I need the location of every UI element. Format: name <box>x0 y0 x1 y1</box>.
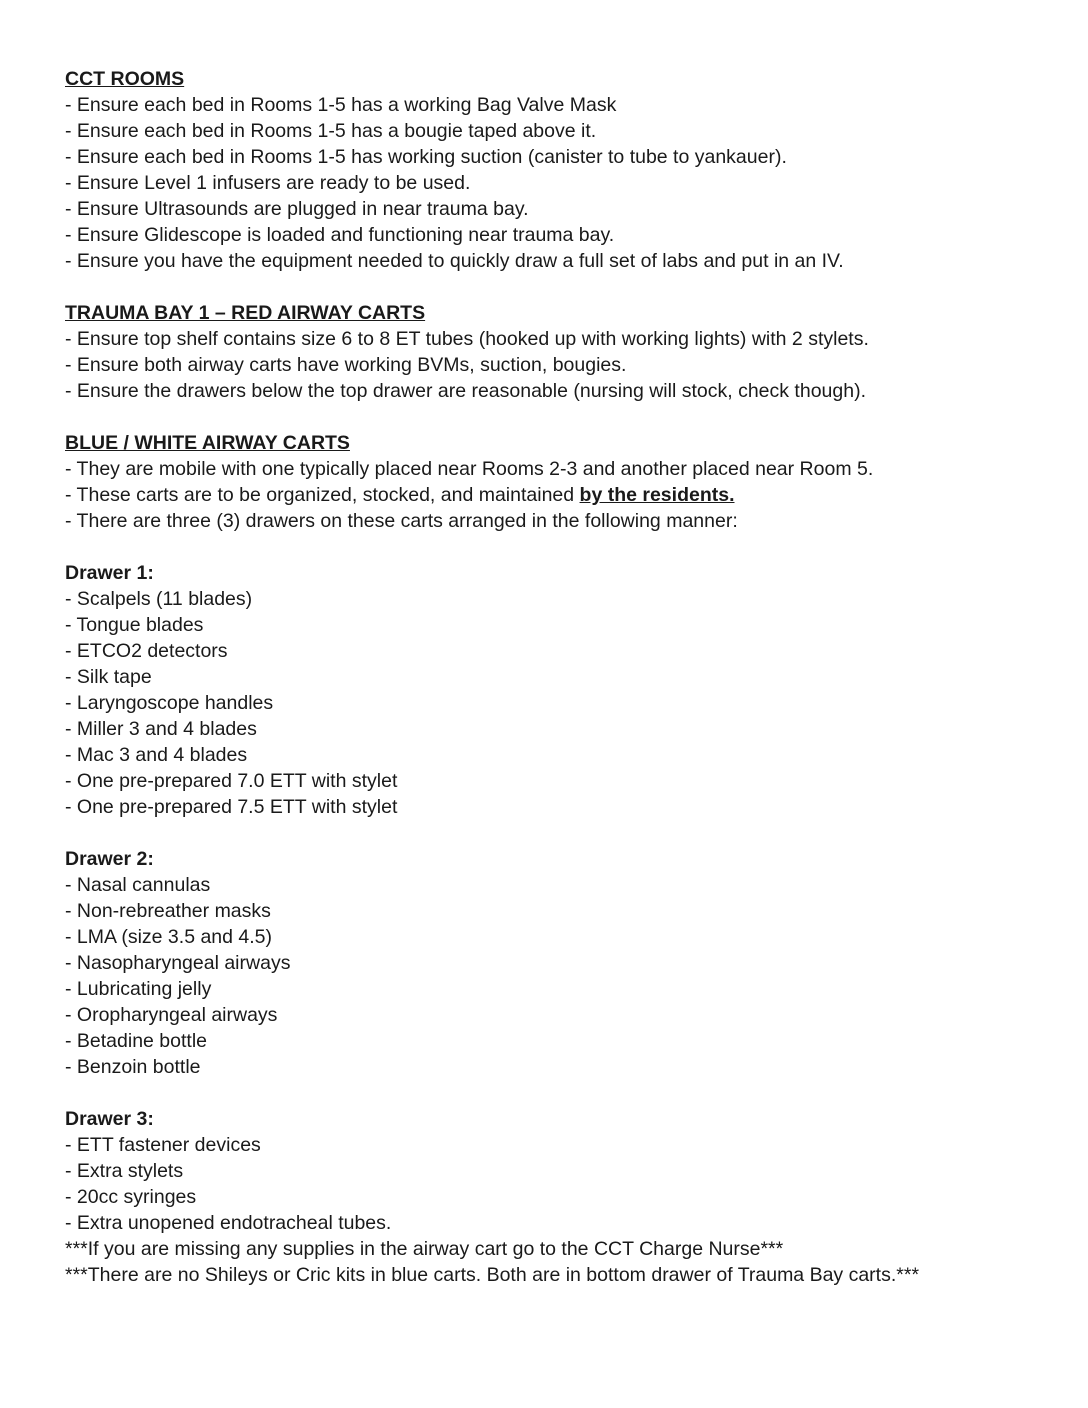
list-item: - Ensure top shelf contains size 6 to 8 ET tubes (hooked up with working lights) with 2 stylets. <box>65 328 869 350</box>
list-item <box>65 482 1065 508</box>
list-item: - Ensure both airway carts have working BVMs, suction, bougies. <box>65 354 627 376</box>
list-item: - Betadine bottle <box>65 1030 208 1052</box>
trauma-bay-list <box>65 326 1065 404</box>
cct-rooms-list <box>65 92 1065 274</box>
list-item: - Ensure you have the equipment needed to quickly draw a full set of labs and put in an IV. <box>65 250 844 272</box>
list-item-text: - These carts are to be organized, stocked, and maintained <box>65 484 580 506</box>
list-item: - LMA (size 3.5 and 4.5) <box>65 926 273 948</box>
spacer <box>65 820 1065 846</box>
list-item: - Lubricating jelly <box>65 978 212 1000</box>
list-item: - Laryngoscope handles <box>65 692 274 714</box>
residents-emphasis: by the residents. <box>579 484 735 506</box>
list-item: - Miller 3 and 4 blades <box>65 718 257 740</box>
list-item: - 20cc syringes <box>65 1186 197 1208</box>
list-item: - One pre-prepared 7.0 ETT with stylet <box>65 770 398 792</box>
list-item: - Ensure Glidescope is loaded and functioning near trauma bay. <box>65 224 615 246</box>
drawer-3-list <box>65 1132 1065 1236</box>
spacer <box>65 274 1065 300</box>
spacer <box>65 1080 1065 1106</box>
spacer <box>65 404 1065 430</box>
cric-kits-note: ***There are no Shileys or Cric kits in blue carts. Both are in bottom drawer of Trauma Bay carts.*** <box>65 1264 920 1286</box>
list-item: - Nasal cannulas <box>65 874 211 896</box>
list-item: - They are mobile with one typically placed near Rooms 2-3 and another placed near Room 5. <box>65 458 874 480</box>
list-item: - Non-rebreather masks <box>65 900 271 922</box>
list-item: - Benzoin bottle <box>65 1056 201 1078</box>
list-item: - Scalpels (11 blades) <box>65 588 253 610</box>
drawer-2-heading: Drawer 2: <box>65 848 154 870</box>
list-item: - Silk tape <box>65 666 152 688</box>
list-item: - Ensure Ultrasounds are plugged in near trauma bay. <box>65 198 529 220</box>
list-item: - Tongue blades <box>65 614 204 636</box>
list-item: - Extra stylets <box>65 1160 184 1182</box>
list-item: - Ensure each bed in Rooms 1-5 has a working Bag Valve Mask <box>65 94 617 116</box>
list-item: - Nasopharyngeal airways <box>65 952 291 974</box>
cct-rooms-heading: CCT ROOMS <box>65 68 185 90</box>
list-item: - Mac 3 and 4 blades <box>65 744 248 766</box>
list-item: - Oropharyngeal airways <box>65 1004 278 1026</box>
drawer-2-list <box>65 872 1065 1080</box>
trauma-bay-heading: TRAUMA BAY 1 – RED AIRWAY CARTS <box>65 302 426 324</box>
blue-white-heading: BLUE / WHITE AIRWAY CARTS <box>65 432 350 454</box>
drawer-1-list <box>65 586 1065 820</box>
list-item: - Ensure each bed in Rooms 1-5 has a bougie taped above it. <box>65 120 597 142</box>
drawer-3-heading: Drawer 3: <box>65 1108 154 1130</box>
list-item: - Ensure Level 1 infusers are ready to be used. <box>65 172 471 194</box>
list-item: - ETT fastener devices <box>65 1134 261 1156</box>
spacer <box>65 534 1065 560</box>
list-item: - One pre-prepared 7.5 ETT with stylet <box>65 796 398 818</box>
blue-white-list <box>65 456 1065 534</box>
list-item: - Ensure each bed in Rooms 1-5 has working suction (canister to tube to yankauer). <box>65 146 787 168</box>
charge-nurse-note: ***If you are missing any supplies in the airway cart go to the CCT Charge Nurse*** <box>65 1238 784 1260</box>
document-page <box>65 66 1065 1288</box>
drawer-1-heading: Drawer 1: <box>65 562 154 584</box>
list-item: - ETCO2 detectors <box>65 640 228 662</box>
list-item: - Extra unopened endotracheal tubes. <box>65 1212 392 1234</box>
list-item: - There are three (3) drawers on these carts arranged in the following manner: <box>65 510 738 532</box>
list-item: - Ensure the drawers below the top drawer are reasonable (nursing will stock, check though). <box>65 380 866 402</box>
